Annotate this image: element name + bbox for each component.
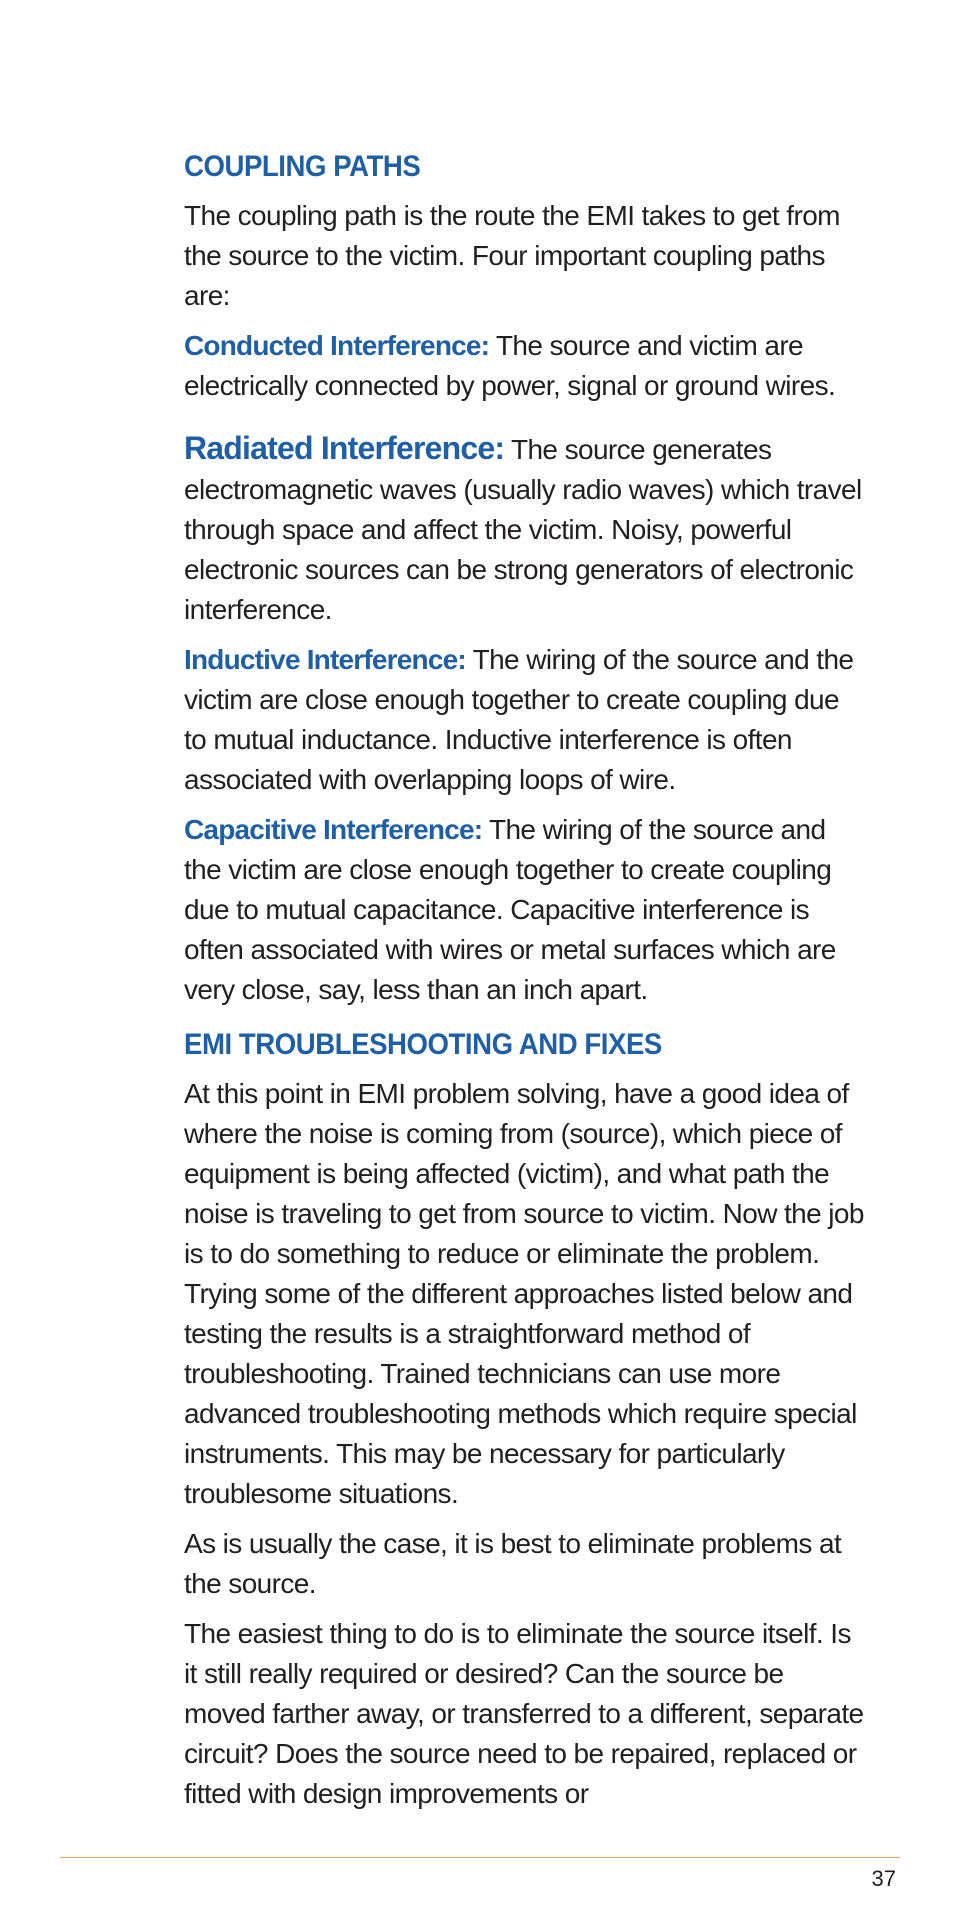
coupling-intro-paragraph: The coupling path is the route the EMI takes to get from the source to the victim. Four important coupling paths are: [184, 200, 840, 311]
page-number: 37 [871, 1866, 896, 1891]
inductive-interference-paragraph [184, 640, 864, 800]
capacitive-interference-text: The wiring of the source and the victim are close enough together to create coupling due to mutual capacitance. Capacitive interference is often associated with wires or metal surfaces which are very close, say, less than an inch apart. [184, 814, 836, 1005]
capacitive-interference-paragraph [184, 810, 864, 1010]
footer-rule [60, 1857, 900, 1858]
conducted-interference-text: The source and victim are electrically connected by power, signal or ground wires. [184, 330, 836, 401]
troubleshooting-paragraph-3: The easiest thing to do is to eliminate the source itself. Is it still really required or desired? Can the source be moved farther away, or transferred to a different, separate circuit? Does the source need to be repaired, replaced or fitted with design improvements or [184, 1618, 864, 1809]
radiated-interference-text: The source generates electromagnetic waves (usually radio waves) which travel through space and affect the victim. Noisy, powerful electronic sources can be strong generators of electronic interference. [184, 434, 862, 625]
radiated-interference-term: Radiated Interference: [184, 430, 505, 466]
section-heading-emi-troubleshooting: EMI TROUBLESHOOTING AND FIXES [184, 1028, 662, 1061]
radiated-interference-paragraph [184, 428, 864, 630]
inductive-interference-term: Inductive Interference: [184, 644, 466, 675]
page-content [184, 148, 864, 1814]
conducted-interference-paragraph [184, 326, 864, 406]
conducted-interference-term: Conducted Interference: [184, 330, 490, 361]
troubleshooting-paragraph-2: As is usually the case, it is best to eliminate problems at the source. [184, 1528, 842, 1599]
inductive-interference-text: The wiring of the source and the victim are close enough together to create coupling due to mutual inductance. Inductive interference is often associated with overlapping loops of wire. [184, 644, 854, 795]
troubleshooting-paragraph-1: At this point in EMI problem solving, have a good idea of where the noise is coming from (source), which piece of equipment is being affected (victim), and what path the noise is traveling to get from source to victim. Now the job is to do something to reduce or eliminate the problem. Trying some of the different approaches listed below and testing the results is a straightforward method of troubleshooting. Trained technicians can use more advanced troubleshooting methods which require special instruments. This may be necessary for particularly troublesome situations. [184, 1078, 864, 1509]
section-heading-coupling-paths: COUPLING PATHS [184, 150, 421, 183]
capacitive-interference-term: Capacitive Interference: [184, 814, 483, 845]
